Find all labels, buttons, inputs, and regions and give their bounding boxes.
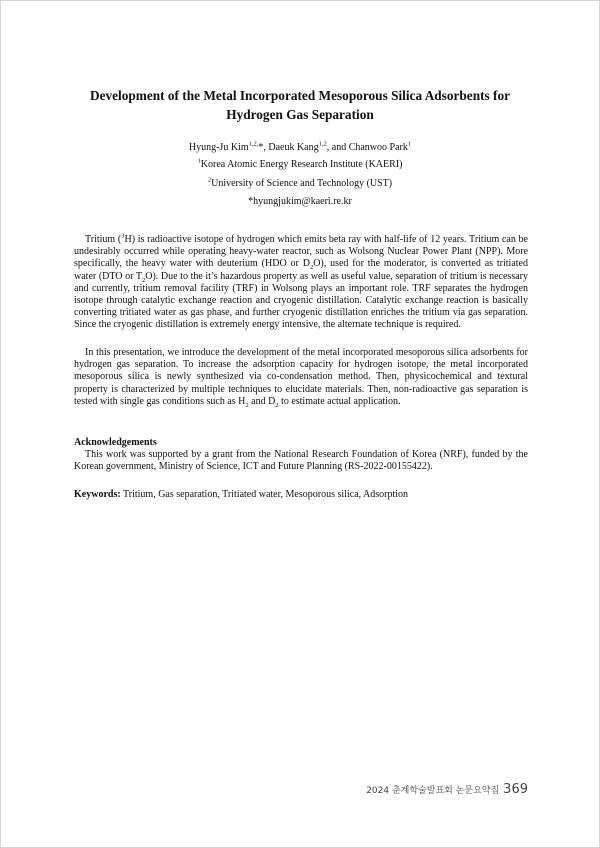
corresponding-email: *hyungjukim@kaeri.re.kr [248, 196, 352, 207]
acknowledgements-heading: Acknowledgements [74, 437, 157, 448]
abstract-paragraph-2 [74, 347, 528, 408]
abstract-p1-text-d: O). Due to the it’s hazardous property as well as useful value, separation of tritium is necessary and currently, tritium removal facility (TRF) in Wolsong plays an important role. TRF separates the hydrogen isotope through catalytic exchange reaction and cryogenic distillation. Catalytic exchange reaction is basically converting tritiated water as gas phase, and further cryogenic distillation enriches the tritium via gas separation. Since the cryogenic distillation is extremely energy intensive, the alternate technique is required. [74, 270, 528, 331]
affiliation-1-text: Korea Atomic Energy Research Institute (KAERI) [200, 159, 403, 170]
affiliation-1 [0, 158, 600, 171]
abstract-p2-text-c: to estimate actual application. [278, 395, 401, 407]
author-list [0, 141, 600, 154]
proceedings-name: 2024 춘계학술발표회 논문요약집 [366, 786, 500, 796]
affiliation-2-number: 2 [207, 176, 212, 184]
isotope-superscript: 3 [121, 232, 125, 240]
paper-title [70, 86, 530, 124]
title-line-2: Hydrogen Gas Separation [226, 107, 374, 122]
abstract-p1-text-a: Tritium ( [85, 234, 122, 245]
author-1-name: Hyung-Ju Kim [188, 142, 249, 153]
abstract-paragraph-1 [74, 234, 528, 332]
affiliation-2 [0, 177, 600, 190]
subscript-2: 2 [275, 401, 279, 409]
acknowledgements-text: This work was supported by a grant from the National Research Foundation of Korea (NRF), funded by the Korean government, Ministry of Science, ICT and Future Planning (RS-2022-00155422). [74, 449, 528, 473]
subscript-2: 2 [309, 264, 314, 272]
author-2-name: , Daeuk Kang [263, 142, 319, 153]
author-2-affiliation-marker: 1,2 [318, 140, 327, 148]
page-footer [366, 778, 528, 797]
keywords-line [74, 489, 528, 501]
author-3-name: , and Chanwoo Park [326, 142, 408, 153]
corresponding-author-marker: * [258, 142, 264, 153]
title-line-1: Development of the Metal Incorporated Mesoporous Silica Adsorbents for [89, 88, 511, 103]
subscript-2: 2 [245, 401, 249, 409]
abstract-p2-text-b: and D [248, 395, 276, 407]
abstract-p1-text-b: H) is radioactive isotope of hydrogen which emits beta ray with half-life of 12 years. Tritium can be undesirably occurred while operating heavy-water reactor, such as Wolsong Nuclear Power Plant (NPP). More specifically, the heavy water with deuterium (HDO or D [74, 234, 528, 270]
affiliation-2-text: University of Science and Technology (UST) [211, 178, 393, 189]
affiliation-1-number: 1 [197, 157, 201, 165]
author-1-affiliation-marker: 1,2, [248, 140, 259, 148]
keywords-label: Keywords: [74, 489, 121, 500]
abstract-p1-text-c: O), used for the moderator, is converted as tritiated water (DTO or T [74, 258, 528, 282]
author-3-affiliation-marker: 1 [407, 140, 412, 148]
subscript-2: 2 [142, 276, 146, 284]
abstract-p2-text-a: In this presentation, we introduce the development of the metal incorporated mesoporous silica adsorbents for hydrogen gas separation. To increase the adsorption capacity for hydrogen isotope, the metal incorporated mesoporous silica is newly synthesized via co-condensation method. Then, physicochemical and textural property is characterized by multiple techniques to elucidate materials. Then, non-radioactive gas separation is tested with single gas conditions such as H [74, 347, 528, 407]
keywords-list: Tritium, Gas separation, Tritiated water, Mesoporous silica, Adsorption [120, 489, 409, 500]
page-number: 369 [503, 782, 528, 797]
